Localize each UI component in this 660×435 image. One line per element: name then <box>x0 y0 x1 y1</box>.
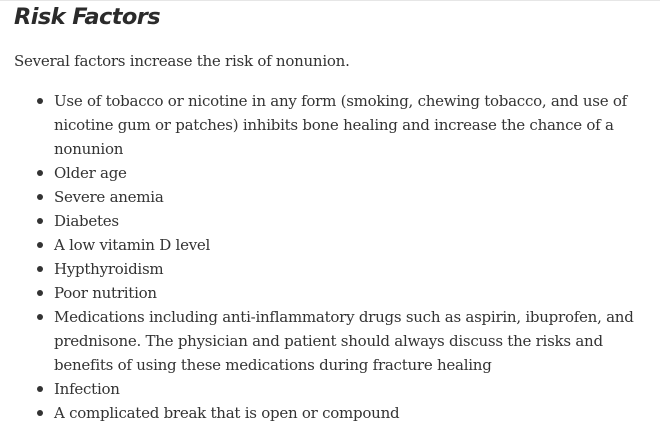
section-heading: Risk Factors <box>14 4 161 30</box>
bullet-icon <box>37 314 43 320</box>
list-item <box>35 209 645 233</box>
bullet-icon <box>37 242 43 248</box>
list-item <box>35 305 645 377</box>
list-item <box>35 281 645 305</box>
list-item <box>35 401 645 425</box>
list-item-text: Hypthyroidism <box>54 260 164 278</box>
bullet-icon <box>37 386 43 392</box>
bullet-icon <box>37 194 43 200</box>
risk-factor-list <box>35 89 645 425</box>
list-item-text: A complicated break that is open or compound <box>54 404 400 422</box>
list-item <box>35 377 645 401</box>
list-item <box>35 89 645 161</box>
list-item-text: Poor nutrition <box>54 284 157 302</box>
bullet-icon <box>37 218 43 224</box>
list-item <box>35 161 645 185</box>
top-divider <box>0 0 660 1</box>
bullet-icon <box>37 266 43 272</box>
bullet-icon <box>37 170 43 176</box>
bullet-icon <box>37 98 43 104</box>
list-item <box>35 257 645 281</box>
list-item-text: Older age <box>54 164 127 182</box>
list-item-text: A low vitamin D level <box>54 236 211 254</box>
list-item-text: Use of tobacco or nicotine in any form (smoking, chewing tobacco, and use of nicotine gum or patches) inhibits bone healing and increase the chance of a nonunion <box>54 92 627 158</box>
list-item-text: Severe anemia <box>54 188 164 206</box>
list-item-text: Infection <box>54 380 120 398</box>
list-item-text: Diabetes <box>54 212 119 230</box>
list-item <box>35 185 645 209</box>
intro-paragraph: Several factors increase the risk of nonunion. <box>14 52 350 70</box>
bullet-icon <box>37 290 43 296</box>
bullet-icon <box>37 410 43 416</box>
list-item <box>35 233 645 257</box>
list-item-text: Medications including anti-inflammatory drugs such as aspirin, ibuprofen, and prednisone. The physician and patient should always discuss the risks and benefits of using these medications during fracture healing <box>54 308 634 374</box>
